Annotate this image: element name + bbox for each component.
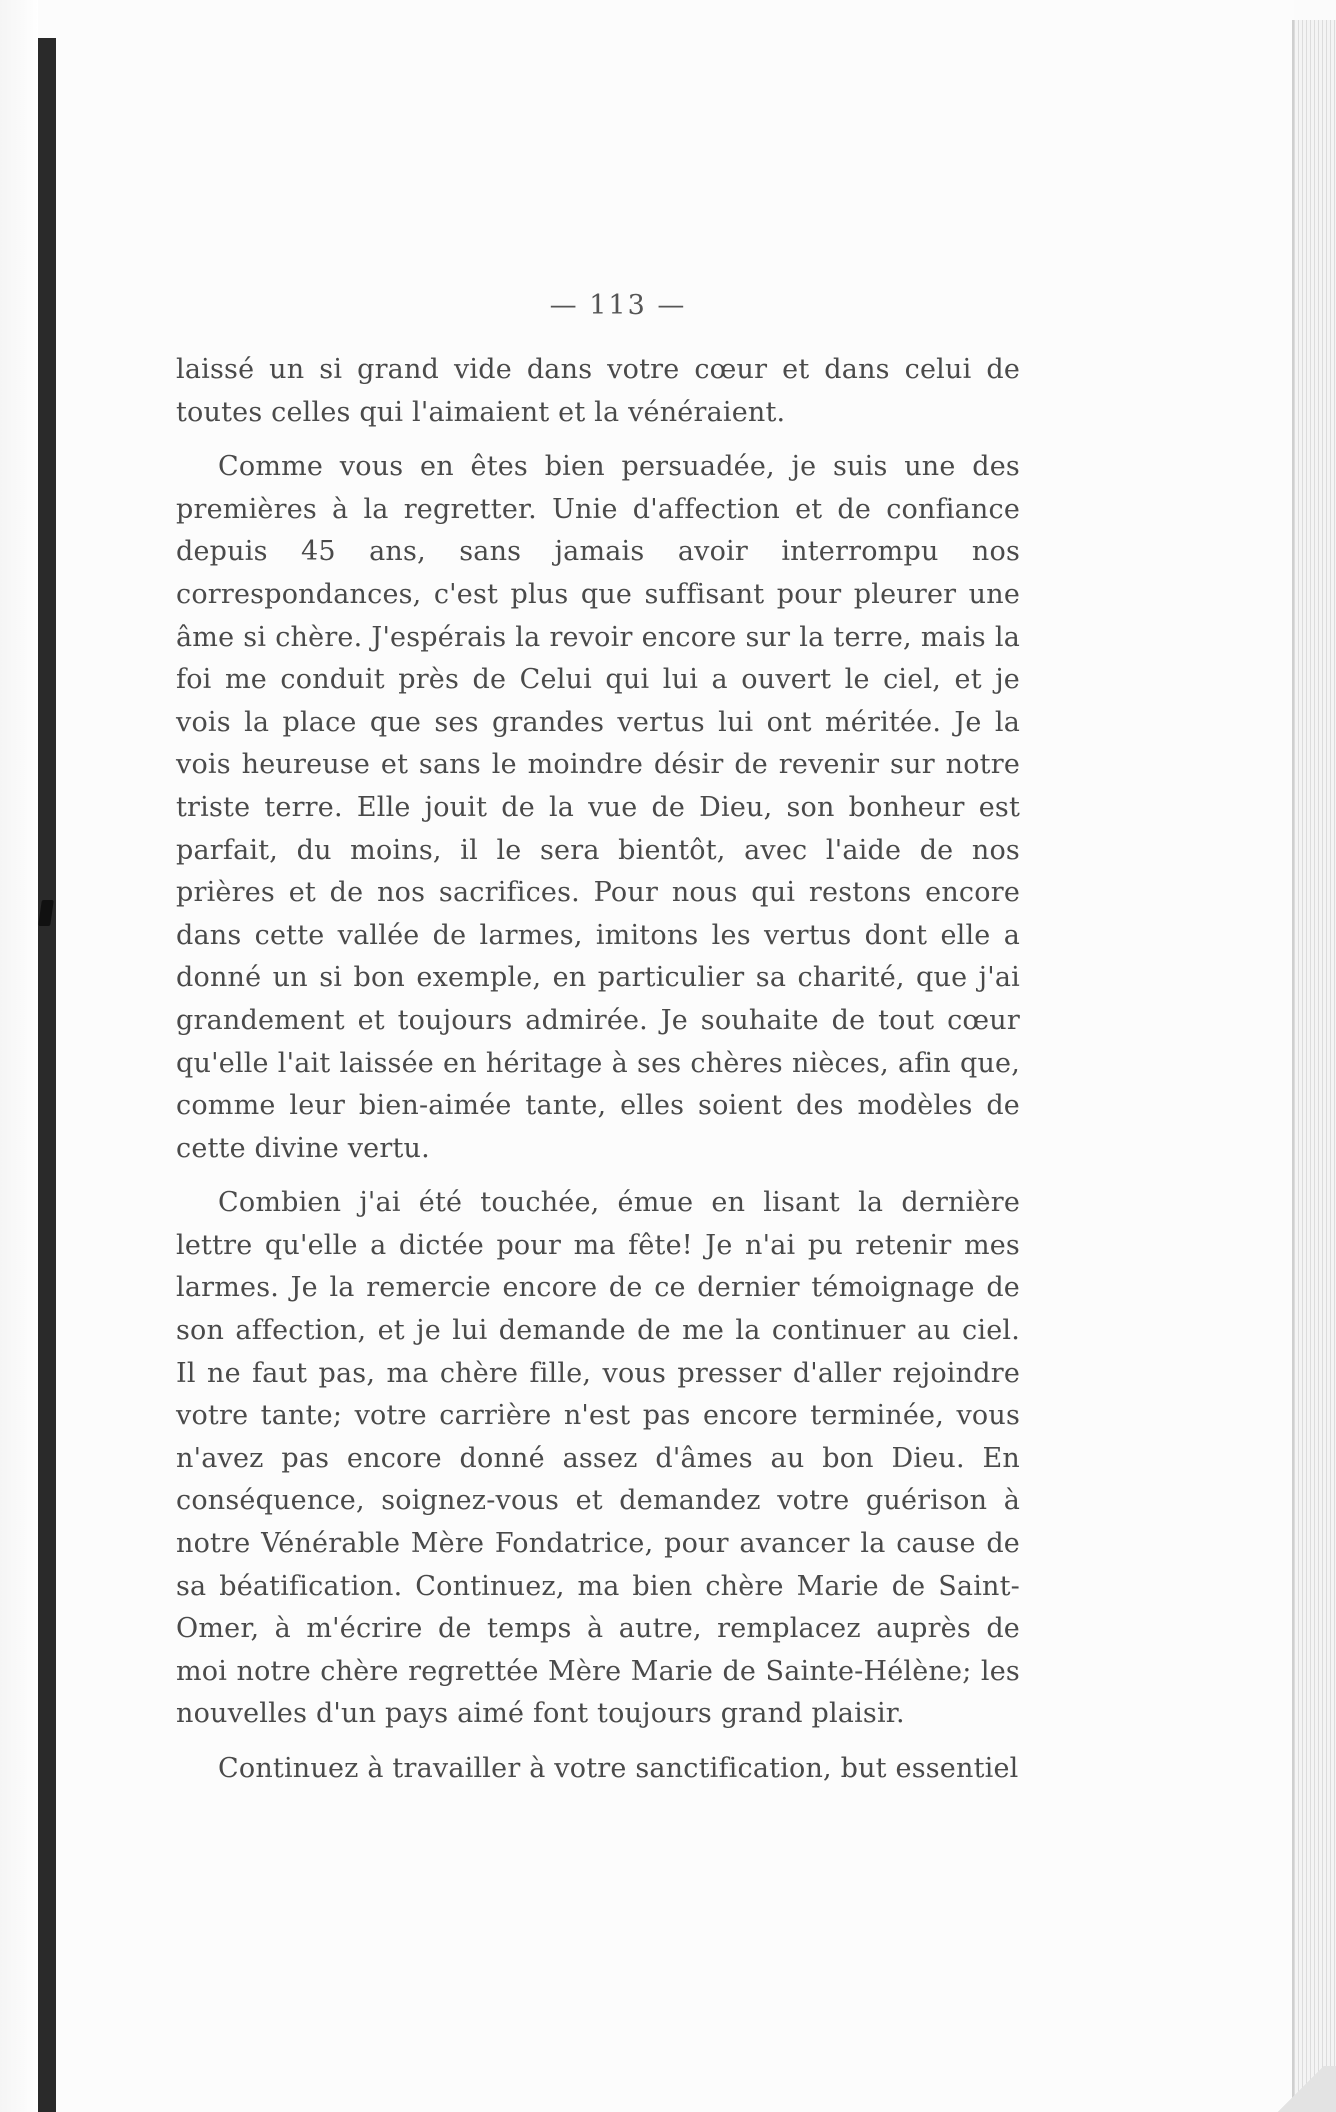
page-edges-top xyxy=(1294,0,1336,22)
page-number: — 113 — xyxy=(549,290,687,321)
page-gutter-shadow xyxy=(0,0,38,2112)
book-binding-edge xyxy=(38,38,56,2112)
paragraph: Continuez à travailler à votre sanctification, but essentiel xyxy=(218,1753,1019,1784)
page-corner-fold xyxy=(1266,2066,1336,2112)
page-content xyxy=(176,290,1020,1803)
stacked-page-edges xyxy=(1292,20,1336,2112)
paragraph: Comme vous en êtes bien persuadée, je suis une des premières à la regretter. Unie d'affection et de confiance depuis 45 ans, sans jamais avoir interrompu nos correspondances, c'est plus que suffisant pour pleurer une âme si chère. J'espérais la revoir encore sur la terre, mais la foi me conduit près de Celui qui lui a ouvert le ciel, et je vois la place que ses grandes vertus lui ont méritée. Je la vois heureuse et sans le moindre désir de revenir sur notre triste terre. Elle jouit de la vue de Dieu, son bonheur est parfait, du moins, il le sera bientôt, avec l'aide de nos prières et de nos sacrifices. Pour nous qui restons encore dans cette vallée de larmes, imitons les vertus dont elle a donné un si bon exemple, en particulier sa charité, que j'ai grandement et toujours admirée. Je souhaite de tout cœur qu'elle l'ait laissée en héritage à ses chères nièces, afin que, comme leur bien-aimée tante, elles soient des modèles de cette divine vertu. xyxy=(176,451,1020,1164)
paragraph-continuation: laissé un si grand vide dans votre cœur et dans celui de toutes celles qui l'aimaient et la vénéraient. xyxy=(176,354,1020,428)
paragraph: Combien j'ai été touchée, émue en lisant la dernière lettre qu'elle a dictée pour ma fête! Je n'ai pu retenir mes larmes. Je la remercie encore de ce dernier témoignage de son affection, et je lui demande de me la continuer au ciel. Il ne faut pas, ma chère fille, vous presser d'aller rejoindre votre tante; votre carrière n'est pas encore terminée, vous n'avez pas encore donné assez d'âmes au bon Dieu. En conséquence, soignez-vous et demandez votre guérison à notre Vénérable Mère Fondatrice, pour avancer la cause de sa béatification. Continuez, ma bien chère Marie de Saint-Omer, à m'écrire de temps à autre, remplacez auprès de moi notre chère regrettée Mère Marie de Sainte-Hélène; les nouvelles d'un pays aimé font toujours grand plaisir. xyxy=(176,1187,1020,1730)
